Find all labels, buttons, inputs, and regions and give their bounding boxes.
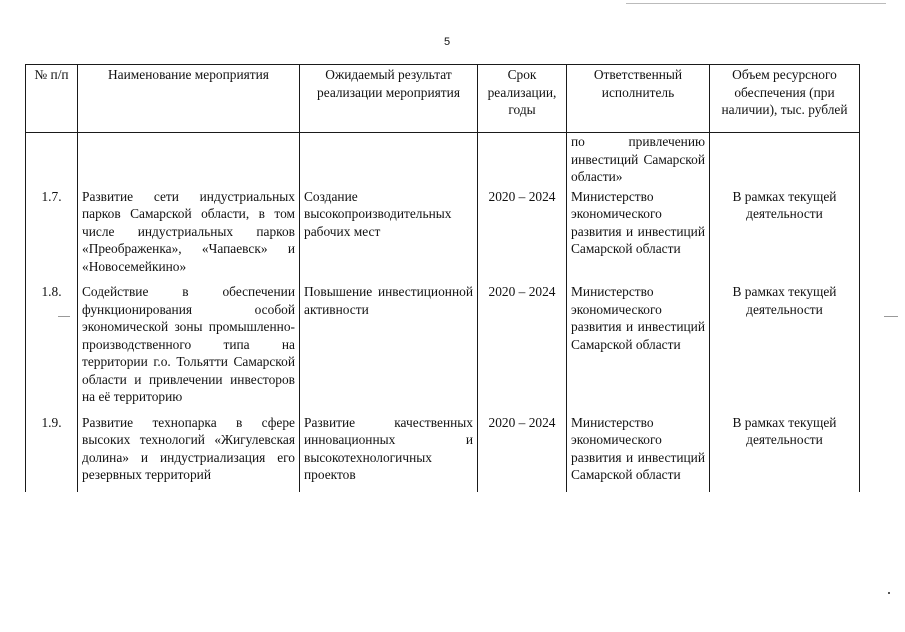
header-resources: Объем ресурсного обеспечения (при наличии), тыс. рублей	[710, 65, 860, 133]
activity-name: Развитие технопарка в сфере высоких технологий «Жигулевская долина» и индустриализация его резервных территорий	[78, 414, 300, 492]
table-row	[26, 283, 860, 414]
row-number: 1.8.	[26, 283, 78, 414]
expected-result: Создание высокопроизводительных рабочих мест	[300, 188, 478, 284]
row-number: 1.9.	[26, 414, 78, 492]
scan-speck	[888, 592, 890, 594]
resources: В рамках текущей деятельности	[710, 283, 860, 414]
row-number: 1.7.	[26, 188, 78, 284]
activity-name: Содействие в обеспечении функционирования особой экономической зоны промышленно-производственного типа на территории г.о. Тольятти Самарской области и привлечении инвесторов на её территорию	[78, 283, 300, 414]
header-period: Срок реализации, годы	[478, 65, 567, 133]
scan-speck	[884, 316, 898, 317]
header-number: № п/п	[26, 65, 78, 133]
executor: Министерство экономического развития и инвестиций Самарской области	[567, 283, 710, 414]
continuation-row	[26, 133, 860, 188]
page-number: 5	[444, 36, 451, 48]
resources: В рамках текущей деятельности	[710, 414, 860, 492]
executor: Министерство экономического развития и инвестиций Самарской области	[567, 188, 710, 284]
period: 2020 – 2024	[478, 414, 567, 492]
resources: В рамках текущей деятельности	[710, 188, 860, 284]
header-expected-result: Ожидаемый результат реализации мероприятия	[300, 65, 478, 133]
period: 2020 – 2024	[478, 283, 567, 414]
continued-executor-text: по привлечению инвестиций Самарской области»	[567, 133, 710, 188]
header-executor: Ответственный исполнитель	[567, 65, 710, 133]
table-row	[26, 188, 860, 284]
expected-result: Повышение инвестиционной активности	[300, 283, 478, 414]
activities-table	[25, 64, 860, 492]
scan-speck	[58, 316, 70, 317]
header-activity-name: Наименование мероприятия	[78, 65, 300, 133]
activity-name: Развитие сети индустриальных парков Самарской области, в том числе индустриальных парков «Преображенка», «Чапаевск» и «Новосемейкино»	[78, 188, 300, 284]
executor: Министерство экономического развития и инвестиций Самарской области	[567, 414, 710, 492]
table-row	[26, 414, 860, 492]
scan-speck	[626, 3, 886, 4]
period: 2020 – 2024	[478, 188, 567, 284]
expected-result: Развитие качественных инновационных и высокотехнологичных проектов	[300, 414, 478, 492]
table-header-row	[26, 65, 860, 133]
